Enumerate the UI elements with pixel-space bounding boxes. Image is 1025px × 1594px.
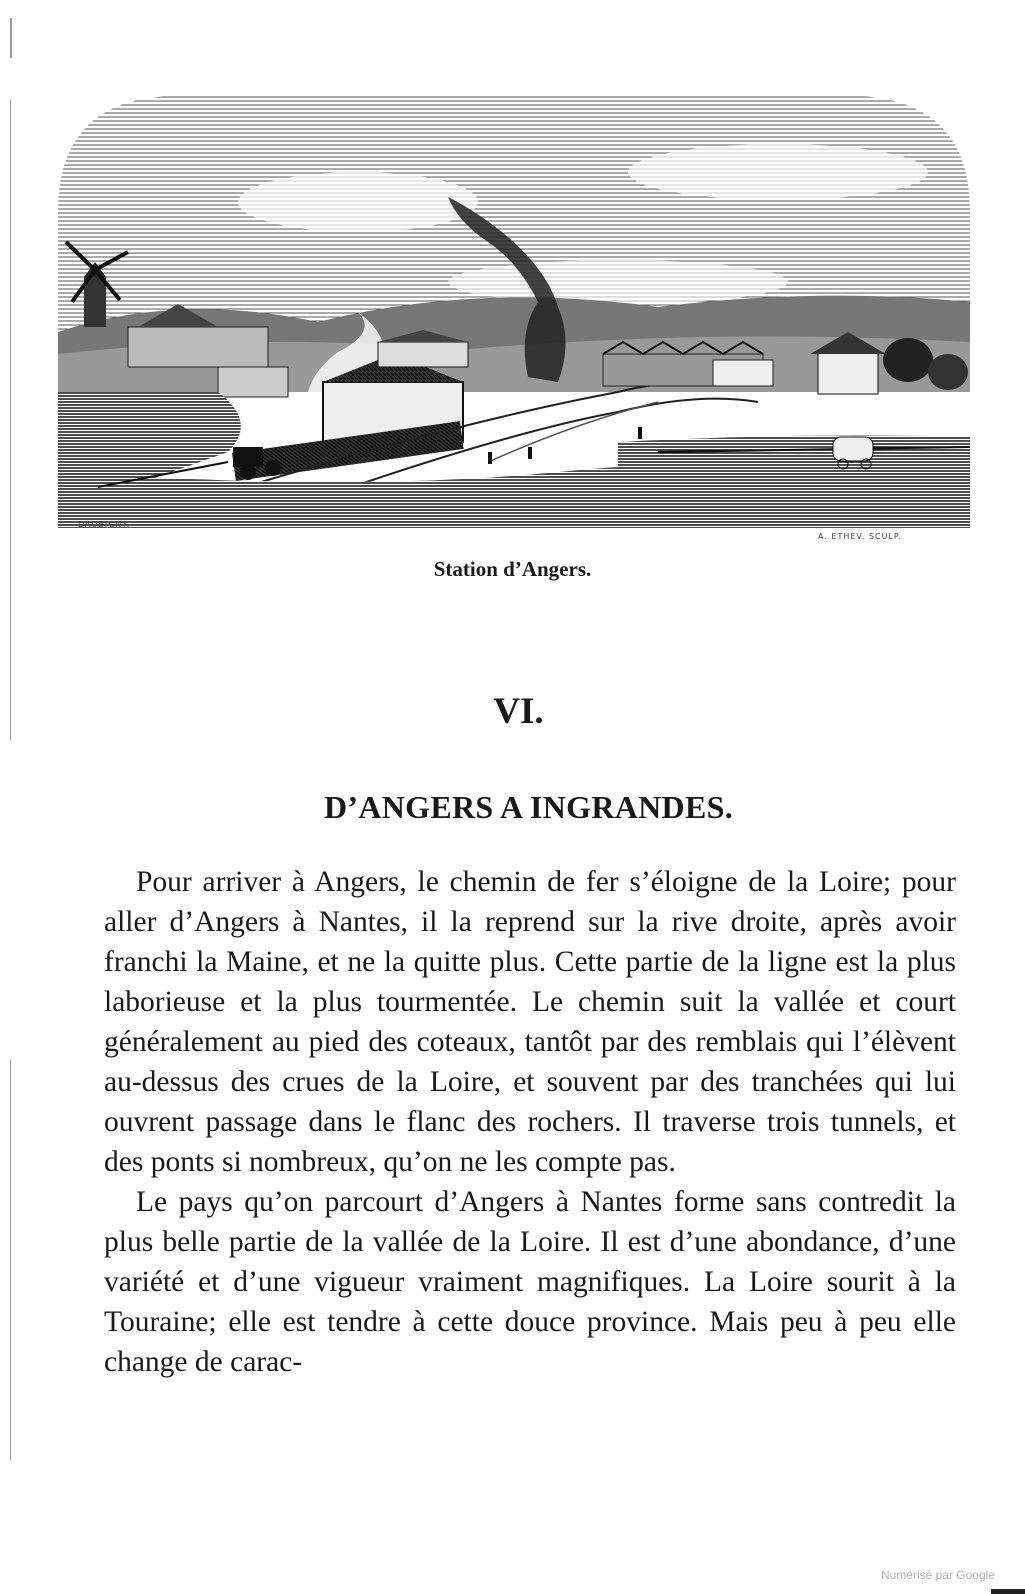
chapter-title: D’ANGERS A INGRANDES. — [323, 789, 734, 825]
chapter-number: VI. — [493, 691, 544, 732]
paragraph: Le pays qu’on parcourt d’Angers à Nantes forme sans contredit la plus belle partie de la vallée de la Loire. Il est d’une abondance, d’une variété et d’une vigueur vraiment magnifiques. La Loire sourit à la Touraine; elle est tendre à cette douce province. Mais peu à peu elle change de carac- — [104, 1186, 956, 1378]
scan-corner-mark — [991, 1589, 1025, 1594]
body-text — [104, 862, 956, 1382]
digitization-watermark: Numérisé par Google — [880, 1568, 995, 1582]
station-engraving — [58, 92, 970, 528]
scan-edge-mark — [10, 18, 12, 58]
illustration-caption: Station d’Angers. — [433, 557, 592, 581]
illustrator-credit: DAUBIGNY. — [78, 520, 131, 529]
engraver-credit: A. ETHEV. SCULP. — [818, 532, 903, 541]
paragraph: Pour arriver à Angers, le chemin de fer s’éloigne de la Loire; pour aller d’Angers à Nantes, il la reprend sur la rive droite, après avoir franchi la Maine, et ne la quitte plus. Cette partie de la ligne est la plus laborieuse et la plus tourmentée. Le chemin suit la vallée et court généralement au pied des coteaux, tantôt par des remblais qui l’élèvent au-dessus des crues de la Loire, et souvent par des tranchées qui lui ouvrent passage dans le flanc des rochers. Il traverse trois tunnels, et des ponts si nombreux, qu’on ne les compte pas. — [104, 866, 956, 1178]
scan-edge-mark — [10, 100, 11, 740]
scan-edge-mark — [10, 1060, 11, 1460]
